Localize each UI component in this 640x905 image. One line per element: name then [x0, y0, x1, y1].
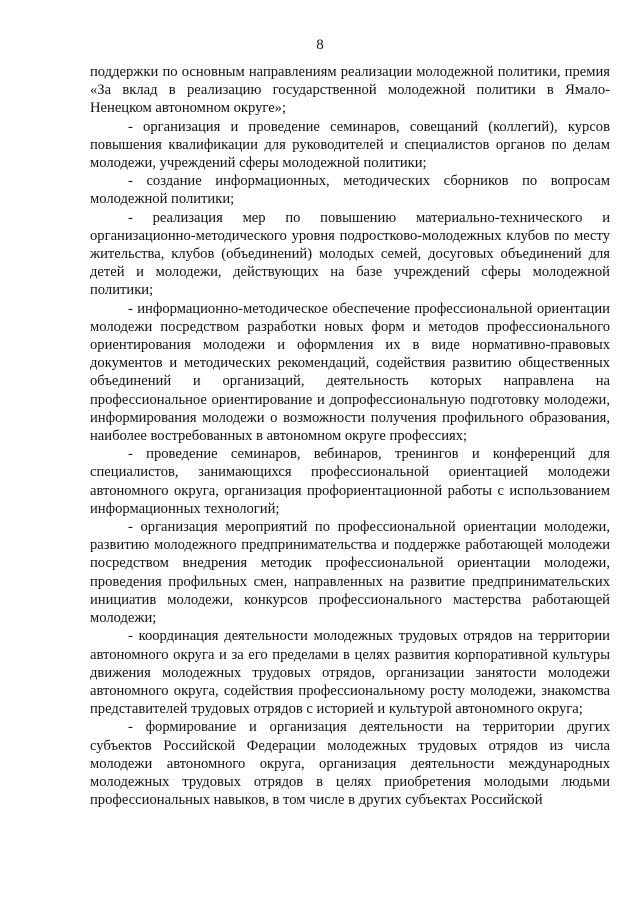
list-item-labor-teams: - формирование и организация деятельности на территории других субъектов Российской Федерации молодежных трудовых отрядов из числа молодежи автономного округа, организация деятельности международных молодежных трудовых отрядов в целях приобретения молодыми людьми профессиональных навыков, в том числе в других субъектах Российской: [90, 719, 610, 809]
list-item-seminars: - организация и проведение семинаров, совещаний (коллегий), курсов повышения квалификации для руководителей и специалистов органов по делам молодежи, учреждений сферы молодежной политики;: [90, 118, 610, 172]
list-item-career-guidance-support: - информационно-методическое обеспечение профессиональной ориентации молодежи посредством разработки новых форм и методов профессионального ориентирования молодежи и оформления их в виде нормативно-правовых документов и методических рекомендаций, содействия развитию общественных объединений и организаций, деятельность которых направлена на профессиональное ориентирование и допрофессиональную подготовку молодежи, информирования молодежи о возможности получения профильного образования, наиболее востребованных в автономном округе профессиях;: [90, 300, 610, 445]
paragraph-continuation: поддержки по основным направлениям реализации молодежной политики, премия «За вклад в реализацию государственной молодежной политики в Ямало-Ненецком автономном округе»;: [90, 64, 610, 117]
page-number: 8: [316, 37, 324, 53]
list-item-collections: - создание информационных, методических сборников по вопросам молодежной политики;: [90, 173, 610, 208]
list-item-events: - организация мероприятий по профессиональной ориентации молодежи, развитию молодежного предпринимательства и поддержке работающей молодежи посредством внедрения методик профессиональной ориентации молодежи, проведения профильных смен, направленных на развитие предпринимательских инициатив молодежи, конкурсов профессионального мастерства работающей молодежи;: [90, 519, 610, 627]
list-item-clubs: - реализация мер по повышению материально-технического и организационно-методического уровня подростково-молодежных клубов по месту жительства, клубов (объединений) молодых семей, досуговых объединений для детей и молодежи, действующих на базе учреждений сферы молодежной политики;: [90, 209, 610, 299]
list-item-webinars: - проведение семинаров, вебинаров, тренингов и конференций для специалистов, занимающихся профессиональной ориентацией молодежи автономного округа, организация профориентационной работы с использованием информационных технологий;: [90, 446, 610, 517]
list-item-coordination: - координация деятельности молодежных трудовых отрядов на территории автономного округа и за его пределами в целях развития корпоративной культуры движения молодежных трудовых отрядов, организации занятости молодежи автономного округа, содействия профессиональному росту молодежи, знакомства представителей трудовых отрядов с историей и культурой автономного округа;: [90, 628, 610, 718]
document-body: [90, 63, 610, 809]
